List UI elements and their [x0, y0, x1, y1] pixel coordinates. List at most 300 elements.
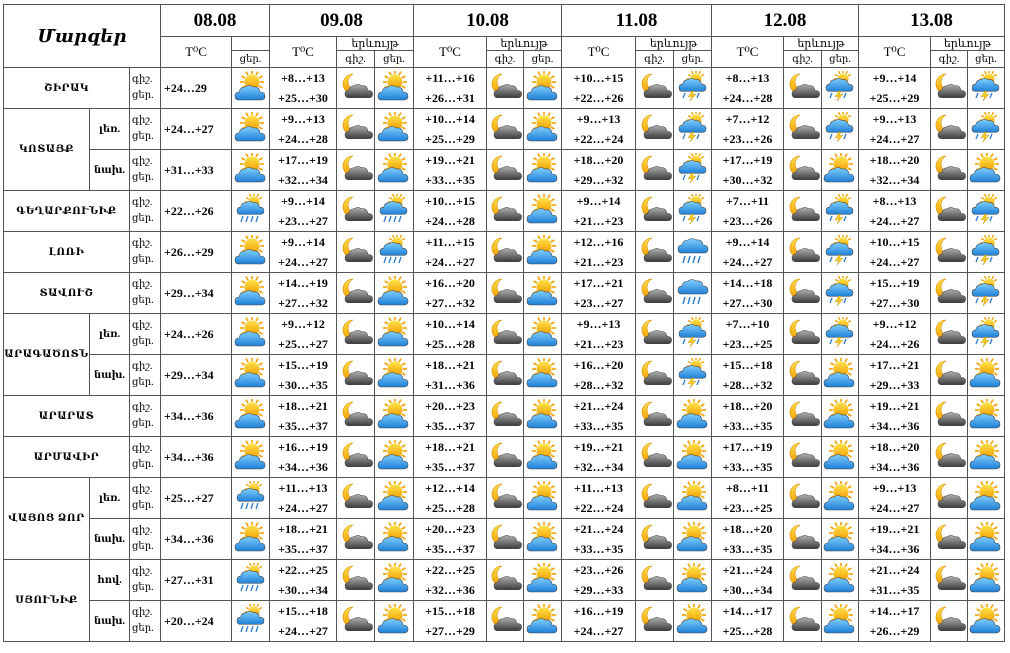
night-icon-cell [337, 355, 375, 396]
temp-range [712, 191, 784, 232]
day-icon-cell [524, 560, 562, 601]
day-icon-cell [822, 478, 859, 519]
night-temp: +22…+25 [278, 563, 328, 577]
subzone-label: նախ. [90, 601, 130, 642]
day-icon-cell [674, 273, 712, 314]
night-temp: +9…+12 [281, 317, 325, 331]
day-temp: +32…+34 [278, 173, 328, 187]
rain-cloud-icon [674, 235, 711, 270]
day-icon-cell [968, 437, 1005, 478]
sun-cloud-icon [524, 235, 561, 270]
night-temp: +9…+13 [281, 112, 325, 126]
sun-cloud-icon [232, 358, 269, 393]
day-temp: +24…+26 [869, 337, 920, 351]
day-icon-cell [524, 396, 562, 437]
day-temp: +31…+36 [425, 378, 475, 392]
day-icon-cell [375, 601, 414, 642]
moon-cloud-icon [784, 522, 821, 557]
night-temp: +15…+19 [278, 358, 328, 372]
temp-range [859, 560, 931, 601]
thunderstorm-icon [822, 112, 858, 147]
sun-cloud-icon [822, 481, 858, 516]
region-row [4, 68, 1005, 109]
moon-cloud-icon [931, 112, 967, 147]
temp-range [712, 109, 784, 150]
temp-range [414, 150, 487, 191]
temp-range [712, 273, 784, 314]
temp-range [270, 437, 337, 478]
phenomenon-header-blank [232, 37, 270, 51]
night-icon-cell [931, 437, 968, 478]
day-temp: +33…+35 [573, 419, 624, 433]
day-label: ցեր. [132, 336, 154, 347]
day-icon-cell [822, 560, 859, 601]
sun-cloud-icon [968, 522, 1004, 557]
temp-range [562, 601, 636, 642]
night-temp: +14…+19 [278, 276, 328, 290]
moon-cloud-icon [337, 153, 374, 188]
night-icon-cell [337, 109, 375, 150]
sun-cloud-icon [822, 358, 858, 393]
day-icon-cell [968, 68, 1005, 109]
night-icon-cell [337, 191, 375, 232]
temp-range [562, 232, 636, 273]
night-temp: +18…+21 [425, 358, 475, 372]
night-subheader: գիշ. [487, 51, 524, 68]
day-icon-cell [822, 273, 859, 314]
temp-range [562, 68, 636, 109]
day-temp: +25…+29 [425, 132, 475, 146]
moon-cloud-icon [487, 153, 523, 188]
moon-cloud-icon [784, 276, 821, 311]
night-temp: +20…+23 [425, 522, 475, 536]
night-icon-cell [931, 68, 968, 109]
day-temp: +35…+37 [425, 542, 475, 556]
day-icon-cell [375, 396, 414, 437]
day-temp: +21…+23 [573, 255, 624, 269]
moon-cloud-icon [487, 604, 523, 639]
temp-header: T⁰C [712, 37, 784, 68]
day-icon-cell [674, 109, 712, 150]
subzone-label: լեռ. [90, 314, 130, 355]
night-icon-cell [931, 519, 968, 560]
sun-cloud-icon [232, 522, 269, 557]
temp-range [859, 437, 931, 478]
night-icon-cell [337, 314, 375, 355]
moon-cloud-icon [931, 563, 967, 598]
rain-cloud-icon [674, 276, 711, 311]
night-label: գիշ. [132, 320, 153, 331]
moon-cloud-icon [636, 563, 673, 598]
weather-icon-cell [232, 355, 270, 396]
night-temp: +10…+15 [869, 235, 920, 249]
night-temp: +11…+13 [278, 481, 328, 495]
night-temp: +17…+19 [722, 153, 773, 167]
day-temp: +33…+35 [425, 173, 475, 187]
day-temp: +24…+27 [573, 624, 624, 638]
moon-cloud-icon [784, 317, 821, 352]
day-label: ցեր. [132, 254, 154, 265]
sun-cloud-icon [968, 563, 1004, 598]
day-temp: +22…+26 [161, 191, 232, 232]
night-temp: +15…+19 [869, 276, 920, 290]
day-icon-cell [524, 437, 562, 478]
temp-range [414, 273, 487, 314]
night-temp: +9…+14 [576, 194, 621, 208]
night-day-labels [130, 273, 161, 314]
night-subheader: գիշ. [784, 51, 822, 68]
temp-range [414, 314, 487, 355]
night-subheader: գիշ. [337, 51, 375, 68]
moon-cloud-icon [931, 522, 967, 557]
moon-cloud-icon [931, 235, 967, 270]
moon-cloud-icon [337, 358, 374, 393]
region-row [4, 396, 1005, 437]
night-label: գիշ. [132, 443, 153, 454]
night-icon-cell [931, 355, 968, 396]
night-icon-cell [636, 273, 674, 314]
sun-cloud-icon [524, 481, 561, 516]
night-temp: +9…+13 [576, 317, 621, 331]
sun-cloud-icon [524, 522, 561, 557]
night-subheader: գիշ. [931, 51, 968, 68]
weather-icon-cell [232, 437, 270, 478]
night-icon-cell [636, 396, 674, 437]
night-icon-cell [636, 191, 674, 232]
night-temp: +18…+20 [722, 399, 773, 413]
temp-header: T⁰C [859, 37, 931, 68]
sun-cloud-icon [524, 563, 561, 598]
night-temp: +18…+21 [425, 440, 475, 454]
region-name: ԼՈՌԻ [4, 232, 130, 273]
temp-range [859, 232, 931, 273]
temp-range [859, 601, 931, 642]
night-icon-cell [931, 478, 968, 519]
night-temp: +16…+19 [278, 440, 328, 454]
sun-cloud-icon [375, 317, 413, 352]
day-icon-cell [822, 314, 859, 355]
day-icon-cell [674, 68, 712, 109]
temp-range [562, 150, 636, 191]
day-label: ցեր. [132, 459, 154, 470]
temp-range [270, 232, 337, 273]
sun-cloud-icon [375, 399, 413, 434]
temp-range [270, 68, 337, 109]
region-row [4, 437, 1005, 478]
night-label: գիշ. [132, 525, 153, 536]
moon-cloud-icon [636, 399, 673, 434]
night-day-labels [130, 150, 161, 191]
sun-cloud-icon [524, 604, 561, 639]
night-icon-cell [784, 478, 822, 519]
night-icon-cell [487, 109, 524, 150]
moon-cloud-icon [931, 440, 967, 475]
moon-cloud-icon [337, 604, 374, 639]
temp-range [270, 314, 337, 355]
day-temp: +34…+36 [278, 460, 328, 474]
night-temp: +7…+11 [725, 194, 769, 208]
night-icon-cell [636, 560, 674, 601]
temp-range [414, 396, 487, 437]
day-temp: +33…+35 [722, 419, 773, 433]
temp-header: T⁰C [270, 37, 337, 68]
night-temp: +21…+24 [573, 399, 624, 413]
day-temp: +35…+37 [425, 419, 475, 433]
moon-cloud-icon [337, 112, 374, 147]
sun-cloud-icon [968, 153, 1004, 188]
day-subheader: ցեր. [524, 51, 562, 68]
moon-cloud-icon [487, 317, 523, 352]
day-subheader: ցեր. [375, 51, 414, 68]
moon-cloud-icon [487, 276, 523, 311]
night-temp: +17…+21 [573, 276, 624, 290]
day-icon-cell [968, 232, 1005, 273]
sun-cloud-icon [232, 276, 269, 311]
night-temp: +18…+20 [869, 440, 920, 454]
day-temp: +29…+32 [573, 173, 624, 187]
night-temp: +18…+20 [869, 153, 920, 167]
night-icon-cell [337, 68, 375, 109]
day-temp: +33…+35 [722, 542, 773, 556]
region-name: ԿՈՏԱՅՔ [4, 109, 90, 191]
sun-cloud-icon [822, 522, 858, 557]
sun-cloud-icon [524, 71, 561, 106]
day-temp: +24…+27 [161, 109, 232, 150]
moon-cloud-icon [487, 440, 523, 475]
temp-range [270, 396, 337, 437]
moon-cloud-icon [487, 235, 523, 270]
night-icon-cell [784, 68, 822, 109]
night-icon-cell [487, 396, 524, 437]
region-name: ԱՐԱՐԱՏ [4, 396, 130, 437]
night-icon-cell [636, 478, 674, 519]
night-temp: +9…+14 [281, 194, 325, 208]
day-icon-cell [674, 314, 712, 355]
day-icon-cell [674, 560, 712, 601]
moon-cloud-icon [636, 235, 673, 270]
sun-cloud-icon [375, 358, 413, 393]
night-icon-cell [337, 437, 375, 478]
night-temp: +16…+19 [573, 604, 624, 618]
day-temp: +31…+35 [869, 583, 920, 597]
sun-cloud-icon [375, 604, 413, 639]
temp-range [414, 68, 487, 109]
sun-cloud-icon [232, 235, 269, 270]
day-temp: +25…+28 [425, 501, 475, 515]
temp-range [859, 519, 931, 560]
day-icon-cell [674, 519, 712, 560]
night-temp: +14…+17 [722, 604, 773, 618]
night-temp: +10…+14 [425, 112, 475, 126]
day-icon-cell [524, 519, 562, 560]
moon-cloud-icon [487, 112, 523, 147]
night-temp: +23…+26 [573, 563, 624, 577]
phenomenon-header: երևույթ [337, 37, 414, 51]
region-row [4, 560, 1005, 601]
moon-cloud-icon [337, 399, 374, 434]
day-temp: +27…+29 [425, 624, 475, 638]
day-temp: +30…+34 [278, 583, 328, 597]
sun-cloud-icon [232, 440, 269, 475]
temp-header: T⁰C [414, 37, 487, 68]
night-icon-cell [636, 437, 674, 478]
day-temp: +24…+27 [278, 255, 328, 269]
temp-range [712, 232, 784, 273]
temp-range [859, 273, 931, 314]
day-temp: +34…+36 [869, 460, 920, 474]
night-temp: +9…+13 [872, 481, 917, 495]
moon-cloud-icon [636, 604, 673, 639]
day-icon-cell [822, 232, 859, 273]
night-label: գիշ. [132, 197, 153, 208]
day-icon-cell [375, 273, 414, 314]
day-temp: +22…+26 [573, 91, 624, 105]
sun-rain-icon [232, 563, 269, 598]
moon-cloud-icon [931, 399, 967, 434]
night-day-labels [130, 109, 161, 150]
moon-cloud-icon [337, 235, 374, 270]
moon-cloud-icon [931, 317, 967, 352]
temp-range [414, 355, 487, 396]
weather-icon-cell [232, 396, 270, 437]
day-icon-cell [674, 232, 712, 273]
thunderstorm-icon [822, 194, 858, 229]
moon-cloud-icon [784, 194, 821, 229]
subzone-label: լեռ. [90, 109, 130, 150]
moon-cloud-icon [337, 563, 374, 598]
sun-cloud-icon [375, 153, 413, 188]
moon-cloud-icon [636, 358, 673, 393]
day-temp: +32…+34 [573, 460, 624, 474]
region-row [4, 232, 1005, 273]
temp-range [859, 478, 931, 519]
night-icon-cell [636, 519, 674, 560]
night-temp: +18…+20 [722, 522, 773, 536]
day-icon-cell [674, 601, 712, 642]
night-temp: +17…+19 [278, 153, 328, 167]
day-icon-cell [968, 314, 1005, 355]
thunderstorm-icon [822, 71, 858, 106]
day-temp: +34…+36 [161, 519, 232, 560]
night-temp: +19…+21 [573, 440, 624, 454]
night-icon-cell [487, 601, 524, 642]
forecast-table [3, 4, 1005, 642]
day-temp: +30…+35 [278, 378, 328, 392]
temp-range [270, 478, 337, 519]
night-icon-cell [931, 109, 968, 150]
night-icon-cell [931, 396, 968, 437]
moon-cloud-icon [337, 276, 374, 311]
day-temp: +25…+27 [161, 478, 232, 519]
moon-cloud-icon [337, 481, 374, 516]
thunderstorm-icon [674, 112, 711, 147]
sun-rain-icon [375, 194, 413, 229]
day-temp: +24…+27 [278, 501, 328, 515]
day-label: ցեր. [132, 623, 154, 634]
day-label: ցեր. [132, 131, 154, 142]
temp-range [270, 150, 337, 191]
day-icon-cell [968, 191, 1005, 232]
temp-range [562, 437, 636, 478]
moon-cloud-icon [487, 194, 523, 229]
temp-range [414, 601, 487, 642]
temp-range [859, 314, 931, 355]
day-label: ցեր. [132, 418, 154, 429]
night-day-labels [130, 601, 161, 642]
night-icon-cell [337, 396, 375, 437]
temp-range [270, 109, 337, 150]
day-temp: +29…+33 [869, 378, 920, 392]
night-temp: +8…+13 [725, 71, 770, 85]
day-temp: +24…+26 [161, 314, 232, 355]
night-temp: +12…+14 [425, 481, 475, 495]
thunderstorm-icon [822, 276, 858, 311]
night-icon-cell [636, 109, 674, 150]
temp-range [859, 355, 931, 396]
moon-cloud-icon [784, 235, 821, 270]
night-icon-cell [784, 519, 822, 560]
night-icon-cell [784, 150, 822, 191]
temp-range [712, 314, 784, 355]
moon-cloud-icon [784, 563, 821, 598]
day-temp: +35…+37 [425, 460, 475, 474]
night-icon-cell [784, 273, 822, 314]
night-icon-cell [636, 150, 674, 191]
day-icon-cell [674, 437, 712, 478]
day-icon-cell [375, 232, 414, 273]
sun-rain-icon [375, 235, 413, 270]
night-label: գիշ. [132, 238, 153, 249]
day-icon-cell [524, 478, 562, 519]
night-icon-cell [636, 68, 674, 109]
day-subheader: ցեր. [674, 51, 712, 68]
sun-cloud-icon [232, 71, 269, 106]
sun-cloud-icon [375, 71, 413, 106]
night-label: գիշ. [132, 484, 153, 495]
night-temp: +16…+20 [573, 358, 624, 372]
moon-cloud-icon [636, 112, 673, 147]
sun-cloud-icon [822, 153, 858, 188]
night-temp: +7…+12 [725, 112, 770, 126]
day-icon-cell [375, 519, 414, 560]
moon-cloud-icon [931, 71, 967, 106]
day-temp: +23…+25 [722, 501, 773, 515]
sun-cloud-icon [375, 522, 413, 557]
day-icon-cell [524, 68, 562, 109]
night-temp: +17…+19 [722, 440, 773, 454]
moon-cloud-icon [931, 604, 967, 639]
night-temp: +15…+18 [425, 604, 475, 618]
temp-range [712, 355, 784, 396]
day-temp: +26…+29 [161, 232, 232, 273]
phenomenon-header: երևույթ [636, 37, 712, 51]
day-icon-cell [822, 355, 859, 396]
thunderstorm-icon [968, 194, 1004, 229]
day-icon-cell [524, 273, 562, 314]
temp-range [712, 478, 784, 519]
night-temp: +14…+17 [869, 604, 920, 618]
sun-cloud-icon [674, 481, 711, 516]
moon-cloud-icon [487, 481, 523, 516]
thunderstorm-icon [822, 235, 858, 270]
day-temp: +35…+37 [278, 542, 328, 556]
regions-title: Մարզեր [4, 5, 161, 68]
day-icon-cell [375, 355, 414, 396]
night-icon-cell [487, 437, 524, 478]
night-icon-cell [337, 601, 375, 642]
day-icon-cell [524, 601, 562, 642]
day-icon-cell [524, 109, 562, 150]
